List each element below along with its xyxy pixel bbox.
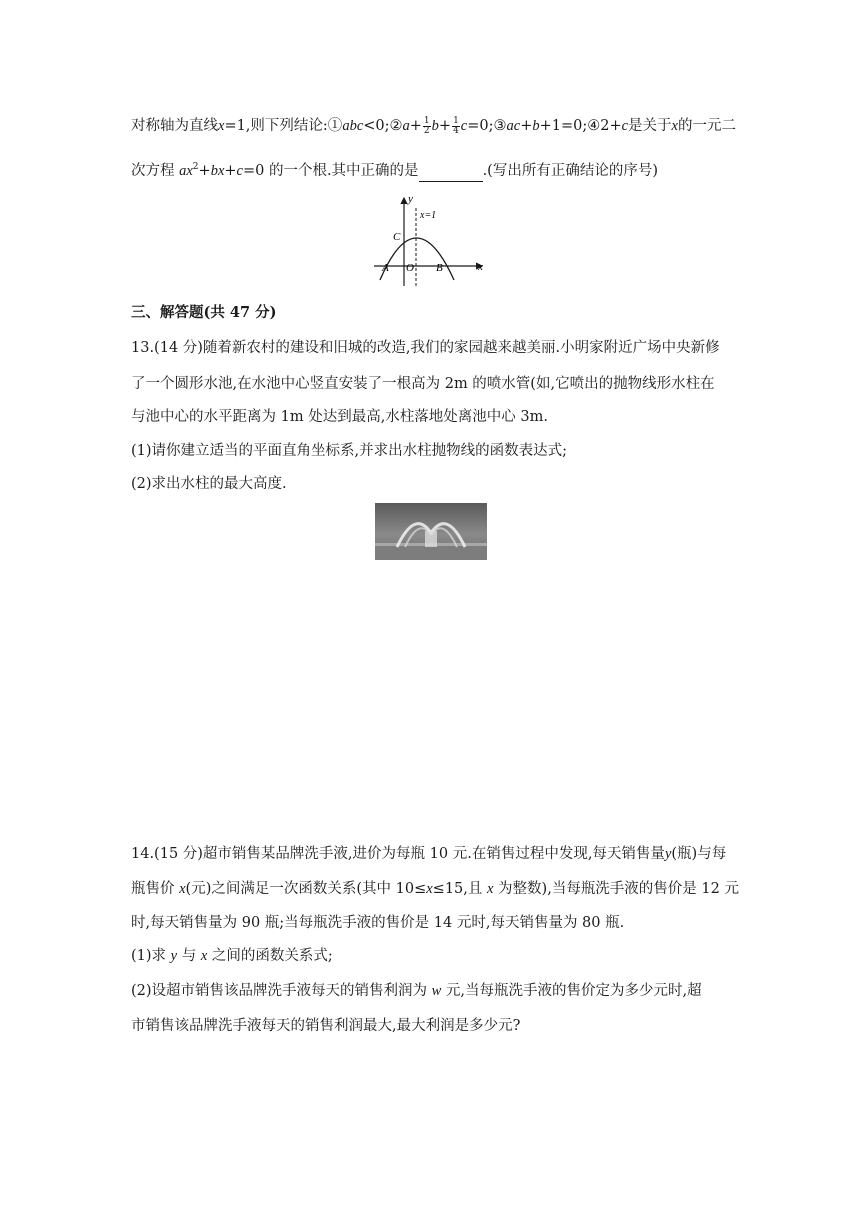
var-x: x: [487, 881, 494, 897]
var-y: y: [170, 948, 178, 964]
var-bx: bx: [210, 162, 225, 179]
text-run: 的一元二: [677, 118, 736, 134]
var-b: b: [532, 118, 540, 134]
symmetry-axis-label: x=1: [420, 210, 437, 221]
point-a-label: A: [382, 262, 389, 274]
var-abc: abc: [342, 118, 364, 134]
text-run: <0;②: [363, 118, 403, 134]
text-run: (瓶)与每: [671, 846, 727, 862]
text-run: 元,当每瓶洗手液的售价定为多少元时,超: [445, 983, 702, 999]
text-run: 与: [181, 948, 197, 964]
text-run: 对称轴为直线: [131, 118, 218, 134]
text-run: +: [438, 118, 452, 134]
var-x: x: [179, 881, 186, 897]
y-label: y: [408, 193, 413, 205]
fraction-denominator: 2: [423, 125, 430, 136]
text-run: (元)之间满足一次函数关系(其中 10≤: [185, 881, 427, 897]
q13-line-3: 与池中心的水平距离为 1m 处达到最高,水柱落地处离池中心 3m.: [131, 409, 548, 425]
parabola-graph: [370, 190, 495, 290]
origin-label: O: [406, 262, 414, 274]
var-c: c: [236, 162, 243, 179]
q12-line-2: [131, 157, 658, 182]
fraction-quarter: [452, 117, 460, 136]
q13-line-1: 13.(14 分)随着新农村的建设和旧城的改造,我们的家园越来越美丽.小明家附近广场中央新修: [131, 340, 720, 356]
q13-part-2: (2)求出水柱的最大高度.: [131, 476, 287, 492]
var-x: x: [218, 118, 225, 134]
var-c: c: [621, 118, 629, 134]
superscript: 2: [192, 162, 199, 172]
answer-blank: [419, 161, 483, 182]
var-y: y: [664, 846, 672, 862]
var-b: b: [431, 118, 439, 134]
text-run: +: [520, 118, 533, 134]
text-run: +: [198, 162, 211, 179]
text-run: (2)设超市销售该品牌洗手液每天的销售利润为: [131, 983, 428, 999]
text-run: +: [224, 162, 237, 179]
q13-line-2: 了一个圆形水池,在水池中心竖直安装了一根高为 2m 的喷水管(如,它喷出的抛物线形水柱在: [131, 376, 715, 392]
text-run: 为整数),当每瓶洗手液的售价是 12 元: [498, 881, 739, 897]
q14-line-6: 市销售该品牌洗手液每天的销售利润最大,最大利润是多少元?: [131, 1018, 521, 1034]
var-ax: ax: [179, 162, 193, 179]
q14-line-1: [131, 844, 726, 864]
text-run: =0 的一个根.其中正确的是: [242, 162, 419, 179]
text-run: ≤15,且: [432, 881, 483, 897]
var-x: x: [671, 118, 678, 134]
text-run: (1)求: [131, 948, 167, 964]
text-run: 是关于: [628, 118, 672, 134]
text-run: 之间的函数关系式;: [211, 948, 333, 964]
var-w: w: [431, 983, 442, 999]
q14-part-2: [131, 981, 702, 1001]
text-run: 瓶售价: [131, 881, 175, 897]
x-label: x: [478, 261, 483, 273]
q13-part-1: (1)请你建立适当的平面直角坐标系,并求出水柱抛物线的函数表达式;: [131, 443, 568, 459]
point-b-label: B: [436, 262, 443, 274]
text-run: +1=0;④2+: [539, 118, 622, 134]
fraction-half: [423, 117, 431, 136]
q14-line-3: 时,每天销售量为 90 瓶;当每瓶洗手液的售价是 14 元时,每天销售量为 80 瓶.: [131, 915, 625, 931]
q12-line-1: [131, 116, 736, 136]
fraction-numerator: 1: [453, 115, 459, 126]
text-run: .(写出所有正确结论的序号): [482, 162, 658, 179]
q14-line-2: [131, 879, 739, 899]
text-run: 次方程: [131, 162, 175, 179]
text-run: =1,则下列结论:①: [224, 118, 343, 134]
section-heading: 三、解答题(共 47 分): [131, 304, 277, 321]
text-run: +: [409, 118, 422, 134]
text-run: =0;③: [467, 118, 507, 134]
fraction-denominator: 4: [453, 125, 459, 136]
parabola-curve: [380, 238, 454, 280]
point-c-label: C: [393, 231, 401, 243]
var-c: c: [460, 118, 468, 134]
q14-part-1: [131, 946, 333, 966]
var-ac: ac: [506, 118, 521, 134]
fraction-numerator: 1: [423, 115, 430, 126]
var-a: a: [402, 118, 410, 134]
var-x: x: [426, 881, 433, 897]
var-x: x: [200, 948, 208, 964]
fountain-image: [375, 503, 487, 560]
text-run: 14.(15 分)超市销售某品牌洗手液,进价为每瓶 10 元.在销售过程中发现,每天销售量: [131, 846, 665, 862]
